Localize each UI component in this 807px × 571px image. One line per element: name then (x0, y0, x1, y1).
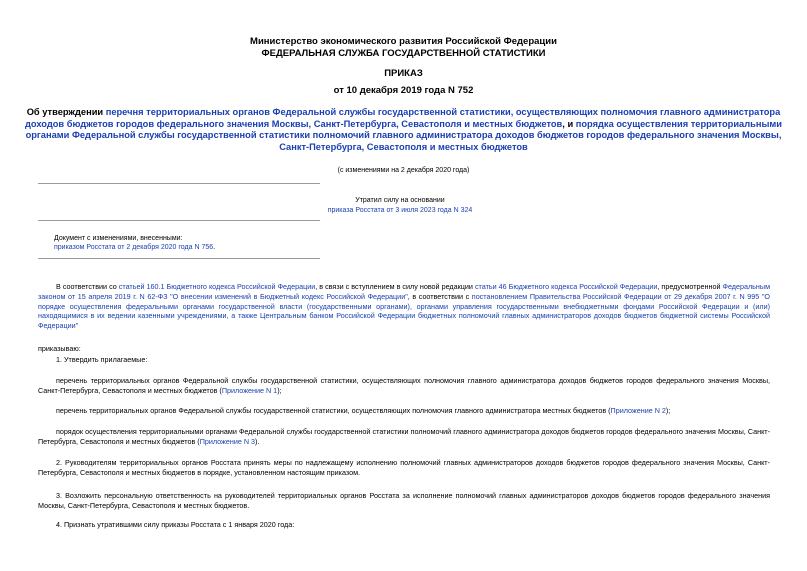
changes-note: (с изменениями на 2 декабря 2020 года) (337, 167, 470, 174)
ministry-name: Министерство экономического развития Российской Федерации (250, 36, 557, 47)
order-word: приказываю: (38, 344, 81, 353)
link-appendix-1[interactable]: Приложение N 1 (221, 385, 278, 395)
list-tail: ). (255, 436, 260, 446)
preamble-paragraph (38, 282, 770, 331)
document-type: ПРИКАЗ (384, 68, 423, 79)
list-item-appendix-3 (38, 427, 770, 447)
amended-note: Документ с изменениями, внесенными: (54, 235, 183, 242)
list-text: перечень территориальных органов Федеральной службы государственной статистики, осуществляющих полномочия главного администратора доходов бюджетов городов федерального значения Москвы, Санкт-Петербурга, Севастополя и местных бюджетов ( (38, 376, 770, 395)
expired-note: Утратил силу на основании (355, 197, 445, 204)
service-name: ФЕДЕРАЛЬНАЯ СЛУЖБА ГОСУДАРСТВЕННОЙ СТАТИСТИКИ (261, 48, 546, 59)
link-budget-code-160-1[interactable]: статьей 160.1 Бюджетного кодекса Российской Федерации (118, 282, 316, 291)
document-title (22, 107, 785, 153)
amended-tail: . (213, 244, 216, 251)
item-3: 3. Возложить персональную ответственность на руководителей территориальных органов Росстата за исполнение полномочий главных администраторов доходов бюджетов городов федерального значения Москвы, Санкт-Петербурга, Севастополя и местных бюджетов. (38, 491, 770, 510)
amended-order-link[interactable]: приказом Росстата от 2 декабря 2020 года N 756 (54, 244, 214, 251)
divider (38, 220, 320, 221)
list-text: перечень территориальных органов Федеральной службы государственной статистики, осуществляющих полномочия главного администратора местных бюджетов ( (56, 406, 611, 415)
preamble-text: В соответствии со (56, 282, 119, 291)
list-item-appendix-1 (38, 376, 770, 396)
item-2: 2. Руководителям территориальных органов Росстата принять меры по надлежащему исполнению полномочий главных администраторов доходов бюджетов городов федерального значения Москвы, Санкт-Петербурга, Севастополя и местных бюджетов в порядке, установленном настоящим приказом. (38, 458, 770, 477)
document-date-number: от 10 декабря 2019 года N 752 (333, 85, 474, 96)
title-link-procedure[interactable]: порядка осуществления территориальными органами Федеральной службы государственной статистики полномочий главного администратора доходов бюджетов городов федерального значения Москвы, Санкт-Петербурга, Севастополя и местных бюджетов (25, 118, 782, 152)
link-appendix-2[interactable]: Приложение N 2 (610, 406, 666, 415)
divider (38, 183, 320, 184)
list-tail: ); (665, 406, 671, 415)
link-federal-law-62fz[interactable]: Федеральным законом от 15 апреля 2019 г. N 62-ФЗ "О внесении изменений в Бюджетный кодекс Российской Федерации" (38, 282, 771, 301)
item-4: 4. Признать утратившими силу приказы Росстата с 1 января 2020 года: (56, 520, 295, 529)
title-prefix: Об утверждении (26, 107, 106, 117)
preamble-text: , предусмотренной (657, 282, 723, 291)
list-item-appendix-2 (38, 406, 770, 416)
item-1: 1. Утвердить прилагаемые: (56, 355, 148, 364)
divider (38, 258, 320, 259)
link-budget-code-46[interactable]: статьи 46 Бюджетного кодекса Российской Федерации (474, 282, 658, 291)
preamble-text: , в соответствии с (407, 291, 472, 301)
title-link-list[interactable]: перечня территориальных органов Федеральной службы государственной статистики, осуществляющих полномочия главного администратора доходов бюджетов городов федерального значения Москвы, Санкт-Петербурга, Севастополя и местных бюджетов (25, 107, 781, 129)
expired-order-link[interactable]: приказа Росстата от 3 июля 2023 года N 324 (327, 207, 473, 214)
link-government-decree-995[interactable]: постановлением Правительства Российской Федерации от 29 декабря 2007 г. N 995 "О порядке осуществления федеральными органами государственной власти (государственными органами), органами управления государственными внебюджетными фондами Российской Федерации и (или) находящимися в их ведении казенными учреждениями, а также Центральным банком Российской Федерации бюджетных полномочий главных администраторов доходов бюджетов бюджетной системы Российской Федерации" (38, 291, 771, 331)
amended-line (54, 243, 215, 253)
title-conjunction: , и (562, 118, 576, 129)
list-text: порядок осуществления территориальными органами Федеральной службы государственной статистики полномочий главного администратора доходов бюджетов городов федерального значения Москвы, Санкт-Петербурга, Севастополя и местных бюджетов ( (38, 427, 770, 446)
preamble-text: , в связи с вступлением в силу новой редакции (315, 282, 475, 291)
list-tail: ); (277, 385, 282, 395)
link-appendix-3[interactable]: Приложение N 3 (199, 436, 256, 446)
